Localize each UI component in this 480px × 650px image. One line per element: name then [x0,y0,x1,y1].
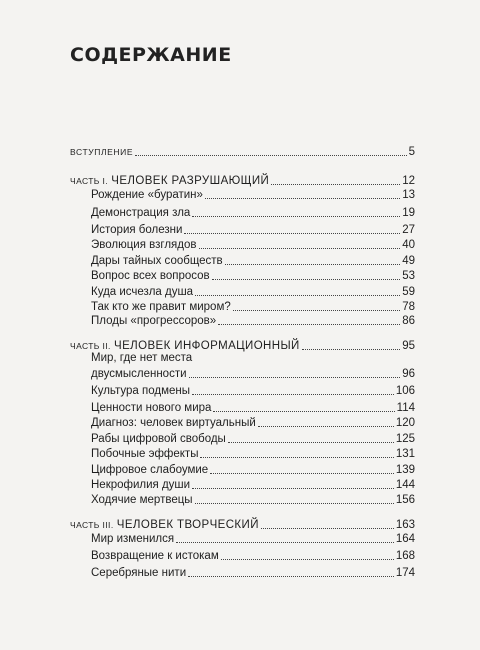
page-title: СОДЕРЖАНИЕ [70,44,232,66]
chapter-title: Эволюция взглядов [91,239,197,251]
toc-page-number: 27 [402,224,415,236]
chapter-title: Диагноз: человек виртуальный [91,417,256,429]
part-prefix: ЧАСТЬ III. [70,520,114,530]
toc-page-number: 120 [395,417,415,429]
toc-page-number: 156 [395,494,415,506]
toc-part-3[interactable] [70,518,415,532]
toc-page-number: 13 [402,189,415,201]
toc-page-number: 12 [402,175,415,187]
toc-chapter[interactable] [91,223,415,237]
part-prefix: ЧАСТЬ I. [70,176,109,186]
toc-chapter[interactable] [91,314,415,328]
toc-chapter[interactable] [91,478,415,492]
chapter-title: Серебряные нити [91,567,187,579]
leader-dots [199,248,401,249]
toc-chapter[interactable] [91,285,415,299]
toc-chapter[interactable] [91,238,415,252]
toc-chapter[interactable] [91,447,415,461]
chapter-title: Ценности нового мира [91,402,212,414]
toc-chapter[interactable] [91,566,415,580]
toc-part-1[interactable] [70,174,415,188]
toc-chapter[interactable] [91,416,415,430]
leader-dots [176,542,394,543]
part-title: ЧЕЛОВЕК ТВОРЧЕСКИЙ [116,519,259,531]
chapter-title: Культура подмены [91,385,191,397]
chapter-title: Куда исчезла душа [91,286,194,298]
leader-dots [261,528,394,529]
toc-chapter[interactable] [91,269,415,283]
toc-page-number: 96 [402,368,415,380]
toc-chapter[interactable] [91,549,415,563]
chapter-title: Мир изменился [91,533,175,545]
chapter-title: Рабы цифровой свободы [91,433,226,445]
leader-dots [225,264,401,265]
toc-page-number: 163 [395,519,415,531]
leader-dots [189,377,401,378]
leader-dots [213,411,394,412]
toc-chapter[interactable] [91,254,415,268]
chapter-title-line1: Мир, где нет места [91,352,193,364]
toc-part-label [70,174,269,188]
toc-chapter[interactable] [91,463,415,477]
toc-chapter[interactable] [91,432,415,446]
leader-dots [221,559,394,560]
leader-dots [271,184,400,185]
toc-chapter[interactable] [91,493,415,507]
toc-chapter[interactable] [91,188,415,202]
toc-chapter-first-line[interactable] [91,351,415,365]
leader-dots [188,576,394,577]
toc-entry-label: ВСТУПЛЕНИЕ [70,147,134,157]
leader-dots [192,216,400,217]
part-title: ЧЕЛОВЕК РАЗРУШАЮЩИЙ [111,175,270,187]
toc-page-number: 114 [396,402,415,414]
toc-entry-intro[interactable] [70,145,415,159]
toc-page-number: 174 [395,567,415,579]
chapter-title: Некрофилия души [91,479,191,491]
toc-chapter[interactable] [91,532,415,546]
chapter-title: двусмысленности [91,368,187,380]
leader-dots [192,488,394,489]
toc-page-number: 19 [402,207,415,219]
toc-chapter[interactable] [91,367,415,381]
chapter-title: Так кто же правит миром? [91,301,231,313]
part-prefix: ЧАСТЬ II. [70,341,111,351]
toc-page-number: 139 [395,464,415,476]
toc-page-number: 106 [395,385,415,397]
chapter-title: Возвращение к истокам [91,550,219,562]
chapter-title: Вопрос всех вопросов [91,270,210,282]
leader-dots [192,394,394,395]
toc-page-number: 49 [402,255,415,267]
toc-page-number: 53 [402,270,415,282]
chapter-title: Дары тайных сообществ [91,255,223,267]
leader-dots [184,233,400,234]
chapter-title: История болезни [91,224,183,236]
part-title: ЧЕЛОВЕК ИНФОРМАЦИОННЫЙ [114,340,300,352]
leader-dots [135,155,406,156]
leader-dots [302,349,400,350]
toc-page-number: 40 [402,239,415,251]
toc-page-number: 95 [402,340,415,352]
leader-dots [258,426,394,427]
toc-page-number: 144 [395,479,415,491]
toc-page-number: 168 [395,550,415,562]
toc-page-number: 86 [402,315,415,327]
leader-dots [195,503,394,504]
toc-chapter[interactable] [91,206,415,220]
chapter-title: Демонстрация зла [91,207,191,219]
toc-page-number: 125 [395,433,415,445]
toc-chapter[interactable] [91,384,415,398]
chapter-title: Рождение «буратин» [91,189,203,201]
leader-dots [200,457,393,458]
toc-page-number: 78 [402,301,415,313]
toc-page-number: 59 [402,286,415,298]
chapter-title: Побочные эффекты [91,448,199,460]
leader-dots [212,279,401,280]
leader-dots [210,473,394,474]
chapter-title: Цифровое слабоумие [91,464,209,476]
toc-page-number: 164 [395,533,415,545]
leader-dots [218,324,400,325]
toc-page-number: 5 [408,146,415,158]
leader-dots [233,310,400,311]
toc-part-label [70,518,259,532]
leader-dots [228,442,394,443]
toc-chapter[interactable] [91,401,415,415]
toc-chapter[interactable] [91,300,415,314]
leader-dots [195,295,400,296]
chapter-title: Плоды «прогрессоров» [91,315,217,327]
toc-page-number: 131 [395,448,415,460]
chapter-title: Ходячие мертвецы [91,494,193,506]
leader-dots [205,198,400,199]
